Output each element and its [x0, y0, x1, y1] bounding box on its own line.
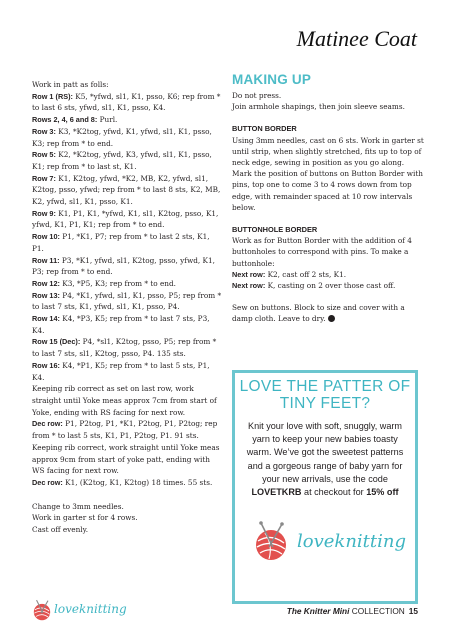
- closing-line: Change to 3mm needles.: [32, 501, 124, 511]
- row-label: Row 12:: [32, 278, 60, 288]
- row-label: Row 7:: [32, 173, 56, 183]
- row-text: K2, *K2tog, yfwd, K3, yfwd, sl1, K1, psso, K1; rep from * to last st, K1.: [32, 150, 212, 171]
- row-label: Dec row:: [32, 477, 63, 487]
- row-text: K1, K2tog, yfwd, *K2, MB, K2, yfwd, sl1, K2tog, psso, yfwd; rep from * to last 8 sts, K2, MB, K2, yfwd, sl1, K1, psso, K1.: [32, 173, 221, 207]
- yarn-ball-icon: [249, 521, 293, 565]
- intro-line: Do not press.: [232, 91, 282, 100]
- pattern-instructions: [32, 79, 222, 536]
- row-text: Keeping rib correct, work straight until Yoke meas approx 9cm from start of yoke patt, ending with WS facing for next row.: [32, 442, 220, 476]
- row-text: K1, P1, K1, *yfwd, K1, sl1, K2tog, psso, K1, yfwd, K1, P1, K1; rep from * to end.: [32, 208, 219, 230]
- magazine-name: The Knitter Mini: [286, 606, 350, 616]
- magazine-collection: COLLECTION: [349, 606, 405, 616]
- pattern-row: [32, 336, 222, 359]
- loveknitting-advert[interactable]: [232, 370, 418, 604]
- pattern-row: [32, 79, 222, 91]
- loveknitting-wordmark: loveknitting: [297, 531, 407, 552]
- row-label: Row 3:: [32, 126, 56, 136]
- row-text: P1, P2tog, P1, *K1, P2tog, P1, P2tog; rep from * to last 5 sts, K1, P1, P2tog, P1. 91 sts.: [32, 419, 218, 441]
- buttonhole-border-text: Work as for Button Border with the addition of 4 buttonholes to correspond with pins. To make a buttonhole:: [232, 236, 412, 268]
- row-text: K, casting on 2 over those cast off.: [265, 281, 396, 291]
- row-label: Row 11:: [32, 255, 60, 265]
- buttonhole-next-row-2: [232, 280, 424, 291]
- buttonhole-next-row-1: [232, 269, 424, 280]
- advert-body-text-2: at checkout for: [301, 487, 367, 498]
- page-title: Matinee Coat: [296, 26, 417, 51]
- row-text: P1, *K1, P7; rep from * to last 2 sts, K1, P1.: [32, 232, 210, 253]
- pattern-row: [32, 149, 222, 172]
- advert-headline: [235, 378, 415, 412]
- yarn-ball-icon: [30, 599, 54, 623]
- advert-headline-text: LOVE THE PATTER OF TINY FEET?: [239, 378, 411, 412]
- discount-text: 15% off: [366, 487, 399, 498]
- pattern-row: [32, 91, 222, 114]
- buttonhole-border-heading: BUTTONHOLE BORDER: [232, 225, 318, 235]
- pattern-row: [32, 278, 222, 290]
- pattern-row: [32, 313, 222, 336]
- row-label: Row 16:: [32, 360, 60, 370]
- end-mark-icon: [328, 315, 335, 322]
- row-text: K4, *P1, K5; rep from * to last 5 sts, P1, K4.: [32, 360, 210, 382]
- row-label: Next row:: [232, 269, 266, 279]
- pattern-row: [32, 360, 222, 383]
- row-label: Rows 2, 4, 6 and 8:: [32, 115, 98, 125]
- row-text: K1, (K2tog, K1, K2tog) 18 times. 55 sts.: [62, 477, 213, 487]
- page-number: 15: [408, 606, 418, 616]
- pattern-row: [32, 114, 222, 126]
- row-label: Dec row:: [32, 419, 63, 429]
- row-label: Row 14:: [32, 314, 60, 324]
- row-text: K5, *yfwd, sl1, K1, psso, K6; rep from * to last 6 sts, yfwd, sl1, K1, psso, K4.: [32, 91, 221, 113]
- pattern-row: [32, 208, 222, 231]
- row-label: Row 15 (Dec):: [32, 337, 81, 347]
- row-label: Next row:: [232, 281, 266, 291]
- pattern-row: [32, 231, 222, 254]
- closing-line: Work in garter st for 4 rows.: [32, 513, 138, 523]
- pattern-row: [32, 442, 222, 477]
- row-text: P4, *sl1, K2tog, psso, P5; rep from * to last 7 sts, sl1, K2tog, psso, P4. 135 sts.: [32, 337, 217, 359]
- promo-code: LOVETKRB: [251, 487, 302, 498]
- row-label: Row 5:: [32, 150, 56, 160]
- pattern-row: [32, 477, 222, 489]
- pattern-row: [32, 126, 222, 149]
- intro-line: Join armhole shapings, then join sleeve seams.: [232, 102, 405, 112]
- row-text: Keeping rib correct as set on last row, work straight until Yoke meas approx 7cm from start of Yoke, ending with RS facing for next row.: [32, 384, 217, 417]
- row-label: Row 13:: [32, 290, 60, 300]
- making-up-section: [232, 72, 424, 325]
- row-label: Row 10:: [32, 232, 60, 242]
- pattern-row: [32, 383, 222, 418]
- footer-loveknitting-logo: [30, 597, 140, 627]
- pattern-row: [32, 290, 222, 313]
- row-text: P4, *K1, yfwd, sl1, K1, psso, P5; rep from * to last 7 sts, K1, yfwd, sl1, K1, psso, P4.: [32, 290, 222, 312]
- row-text: Work in patt as folls:: [32, 80, 109, 89]
- footer-wordmark: loveknitting: [54, 602, 127, 616]
- advert-body-text: Knit your love with soft, snuggly, warm yarn to keep your new babies toasty warm. We’ve got the sweetest patterns and a gorgeous range of baby yarn for your new arrivals, use the code: [246, 421, 404, 484]
- row-text: K3, *K2tog, yfwd, K1, yfwd, sl1, K1, psso, K3; rep from * to end.: [32, 126, 212, 148]
- row-text: K3, *P5, K3; rep from * to end.: [59, 278, 176, 288]
- pattern-row: [32, 255, 222, 278]
- button-border-heading: BUTTON BORDER: [232, 124, 297, 134]
- row-text: Purl.: [97, 115, 118, 125]
- finishing-sentence: Sew on buttons. Block to size and cover with a damp cloth. Leave to dry.: [232, 303, 405, 324]
- pattern-row: [32, 173, 222, 208]
- loveknitting-logo: [249, 521, 409, 571]
- row-label: Row 1 (RS):: [32, 91, 73, 101]
- closing-line: Cast off evenly.: [32, 525, 89, 535]
- pattern-row: [32, 418, 222, 441]
- button-border-text: Using 3mm needles, cast on 6 sts. Work in garter st until strip, when slightly stretched, fits up to top of neck edge, sewing in position as you go along. Mark the position of buttons on Button Border with pins, top one to come 3 to 4 rows down from top edge, with remainder spaced at 10 row intervals below.: [232, 135, 424, 212]
- row-text: P3, *K1, yfwd, sl1, K2tog, psso, yfwd, K1, P3; rep from * to end.: [32, 255, 215, 277]
- finishing-text: [232, 302, 424, 324]
- row-text: K2, cast off 2 sts, K1.: [265, 269, 347, 279]
- advert-body: [241, 420, 409, 499]
- row-label: Row 9:: [32, 208, 56, 218]
- row-text: K4, *P3, K5; rep from * to last 7 sts, P3, K4.: [32, 314, 210, 335]
- making-up-heading: MAKING UP: [232, 72, 312, 87]
- page-footer: [287, 606, 418, 616]
